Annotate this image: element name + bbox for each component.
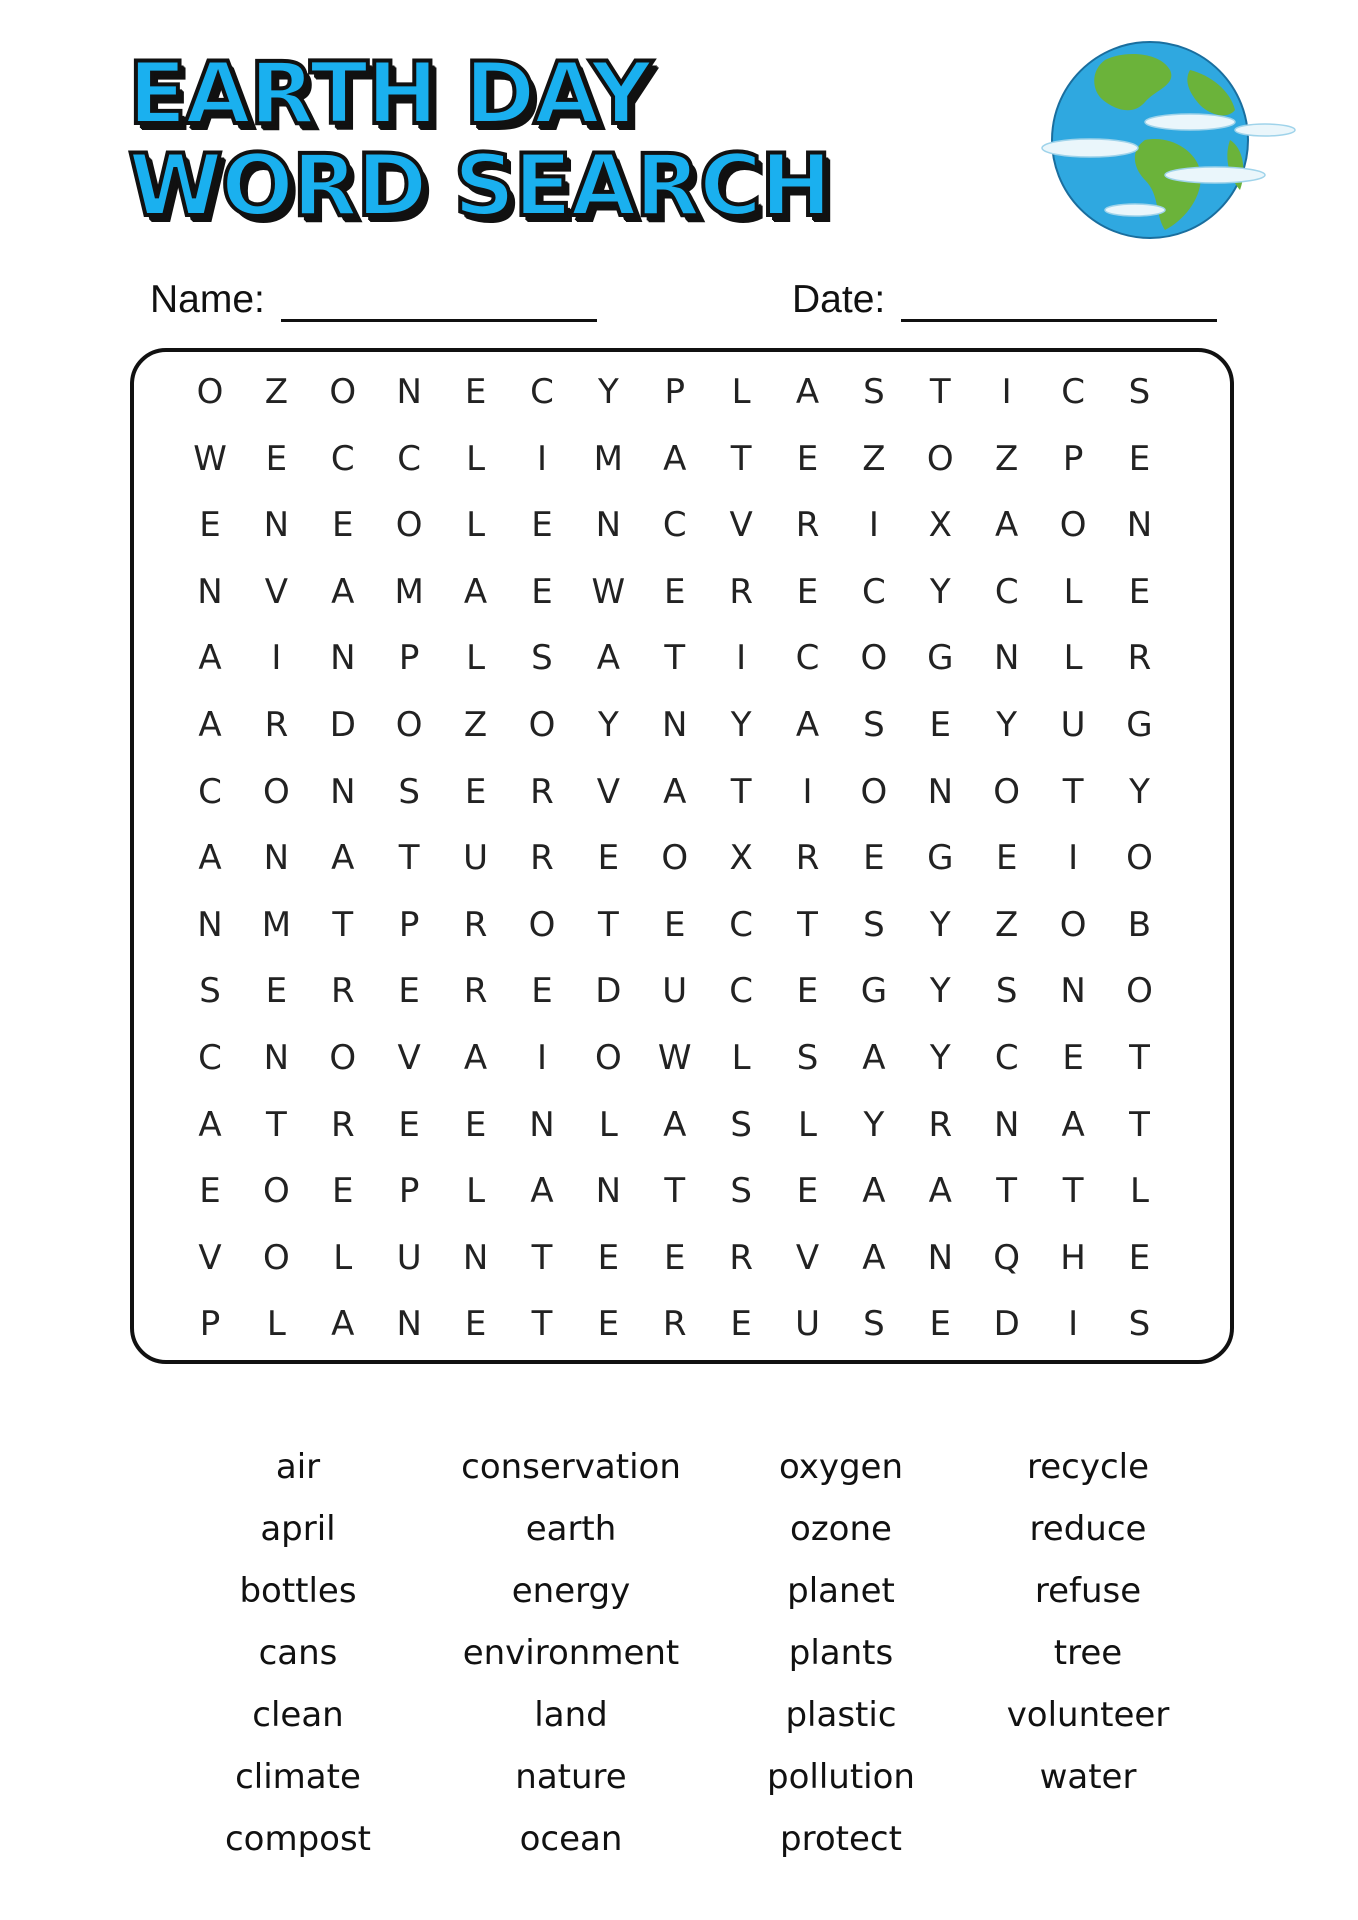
grid-letter[interactable]: L	[731, 372, 751, 412]
grid-letter[interactable]: V	[397, 1037, 421, 1078]
grid-letter[interactable]: L	[466, 638, 486, 679]
word-list-item: plastic	[785, 1695, 897, 1735]
grid-letter[interactable]: E	[1128, 571, 1151, 612]
grid-letter[interactable]: Y	[996, 704, 1018, 745]
word-list-item: environment	[462, 1633, 680, 1673]
grid-letter[interactable]: E	[995, 838, 1018, 879]
grid-letter[interactable]: V	[198, 1237, 222, 1278]
grid-letter[interactable]: S	[730, 1171, 752, 1212]
grid-letter[interactable]: N	[197, 571, 223, 612]
grid-letter[interactable]: N	[330, 771, 356, 812]
grid-letter[interactable]: T	[730, 771, 752, 812]
grid-letter[interactable]: E	[464, 372, 487, 412]
grid-letter[interactable]: W	[657, 1037, 692, 1078]
grid-letter[interactable]: E	[796, 438, 819, 479]
grid-letter[interactable]: E	[863, 838, 885, 879]
grid-letter[interactable]: A	[331, 571, 355, 612]
grid-letter[interactable]: U	[463, 838, 488, 879]
grid-letter[interactable]: T	[996, 1171, 1018, 1212]
grid-letter[interactable]: D	[329, 704, 356, 745]
grid-letter[interactable]: R	[530, 838, 554, 879]
grid-letter[interactable]: E	[597, 1237, 620, 1278]
grid-letter[interactable]: A	[663, 771, 687, 812]
grid-letter[interactable]: N	[263, 838, 290, 879]
word-list-item: nature	[515, 1757, 627, 1797]
grid-letter[interactable]: G	[1126, 704, 1153, 745]
name-label: Name:	[150, 278, 265, 321]
grid-letter[interactable]: T	[1062, 1171, 1084, 1212]
grid-letter[interactable]: E	[597, 838, 620, 879]
letter-grid	[190, 370, 1186, 1369]
grid-letter[interactable]: O	[395, 505, 423, 546]
grid-letter[interactable]: A	[463, 1037, 488, 1078]
grid-letter[interactable]: T	[531, 1237, 553, 1278]
grid-letter[interactable]: C	[994, 1037, 1019, 1078]
grid-letter[interactable]: S	[863, 904, 885, 945]
grid-letter[interactable]: E	[332, 505, 354, 546]
date-field[interactable]	[792, 278, 1217, 322]
grid-letter[interactable]: T	[664, 1171, 686, 1212]
grid-letter[interactable]: A	[530, 1171, 554, 1212]
grid-letter[interactable]: E	[265, 971, 288, 1012]
grid-letter[interactable]: N	[993, 638, 1020, 679]
grid-letter[interactable]: E	[199, 1171, 221, 1212]
grid-letter[interactable]: Y	[730, 704, 752, 745]
grid-letter[interactable]: E	[730, 1304, 752, 1345]
grid-letter[interactable]: I	[1001, 372, 1012, 412]
grid-letter[interactable]: R	[729, 1237, 753, 1278]
grid-letter[interactable]: E	[398, 1104, 420, 1145]
grid-letter[interactable]: O	[395, 704, 423, 745]
word-column	[436, 1436, 706, 1870]
grid-letter[interactable]: N	[1060, 971, 1086, 1012]
grid-letter[interactable]: O	[594, 1037, 622, 1078]
grid-letter[interactable]: P	[398, 904, 420, 945]
grid-letter[interactable]: O	[329, 372, 357, 412]
grid-letter[interactable]: B	[1127, 904, 1152, 945]
grid-letter[interactable]: A	[596, 638, 620, 679]
grid-letter[interactable]: L	[266, 1304, 286, 1345]
grid-letter[interactable]: O	[263, 1171, 290, 1212]
word-list-item: volunteer	[1006, 1695, 1170, 1735]
grid-letter[interactable]: N	[927, 771, 954, 812]
grid-letter[interactable]: O	[263, 1237, 290, 1278]
grid-letter[interactable]: A	[198, 838, 222, 879]
grid-letter[interactable]: N	[396, 372, 422, 412]
grid-letter[interactable]: U	[795, 1304, 820, 1345]
grid-letter[interactable]: T	[398, 838, 420, 879]
grid-letter[interactable]: W	[193, 438, 227, 479]
grid-letter[interactable]: N	[396, 1304, 422, 1345]
grid-letter[interactable]: P	[1062, 438, 1084, 479]
grid-letter[interactable]: L	[466, 1171, 486, 1212]
grid-letter[interactable]: G	[927, 838, 954, 879]
grid-letter[interactable]: D	[993, 1304, 1020, 1345]
grid-letter[interactable]: E	[663, 904, 686, 945]
title-line-2: WORD SEARCH	[128, 136, 831, 236]
grid-letter[interactable]: R	[463, 971, 488, 1012]
word-list-item: recycle	[1026, 1447, 1150, 1487]
grid-letter[interactable]: L	[466, 505, 486, 546]
grid-letter[interactable]: A	[198, 704, 222, 745]
grid-letter[interactable]: O	[528, 904, 556, 945]
grid-letter[interactable]: T	[597, 904, 619, 945]
word-list-item: oxygen	[778, 1447, 904, 1487]
grid-letter[interactable]: Y	[597, 372, 619, 412]
grid-letter[interactable]: H	[1060, 1237, 1086, 1278]
grid-letter[interactable]: A	[862, 1237, 886, 1278]
grid-letter[interactable]: R	[795, 838, 820, 879]
grid-letter[interactable]: M	[593, 438, 624, 479]
grid-letter[interactable]: E	[929, 1304, 952, 1345]
grid-letter[interactable]: O	[1059, 904, 1087, 945]
grid-letter[interactable]: P	[398, 638, 420, 679]
grid-letter[interactable]: E	[929, 704, 952, 745]
grid-letter[interactable]: C	[397, 438, 422, 479]
word-list-item: earth	[525, 1509, 617, 1549]
grid-letter[interactable]: E	[796, 971, 819, 1012]
grid-letter[interactable]: S	[995, 971, 1018, 1012]
grid-letter[interactable]: Y	[929, 571, 951, 612]
grid-letter[interactable]: A	[198, 638, 222, 679]
grid-letter[interactable]: E	[531, 971, 553, 1012]
grid-letter[interactable]: N	[1126, 505, 1153, 546]
word-column	[706, 1436, 976, 1870]
grid-letter[interactable]: I	[1068, 838, 1079, 879]
grid-letter[interactable]: N	[462, 1237, 489, 1278]
grid-letter[interactable]: I	[736, 638, 747, 679]
grid-letter[interactable]: P	[664, 372, 685, 412]
grid-letter[interactable]: A	[795, 372, 820, 412]
grid-letter[interactable]: T	[664, 638, 686, 679]
page-title	[128, 44, 831, 236]
grid-letter[interactable]: U	[662, 971, 688, 1012]
name-blank-line[interactable]	[281, 285, 597, 322]
grid-letter[interactable]: S	[1128, 1304, 1151, 1345]
grid-letter[interactable]: E	[796, 571, 819, 612]
grid-letter[interactable]: A	[862, 1037, 886, 1078]
grid-letter[interactable]: N	[927, 1237, 954, 1278]
grid-letter[interactable]: C	[198, 1037, 222, 1078]
grid-letter[interactable]: R	[795, 505, 820, 546]
grid-letter[interactable]: L	[333, 1237, 353, 1278]
grid-letter[interactable]: G	[927, 638, 954, 679]
grid-letter[interactable]: T	[1062, 771, 1084, 812]
word-list	[160, 1436, 1200, 1870]
grid-letter[interactable]: S	[398, 771, 420, 812]
grid-letter[interactable]: Y	[863, 1104, 885, 1145]
word-list-item: tree	[1053, 1633, 1123, 1673]
grid-letter[interactable]: V	[264, 571, 289, 612]
grid-letter[interactable]: I	[1068, 1304, 1079, 1345]
grid-letter[interactable]: S	[531, 638, 553, 679]
grid-letter[interactable]: N	[330, 638, 356, 679]
grid-letter[interactable]: O	[860, 638, 888, 679]
grid-letter[interactable]: L	[798, 1104, 817, 1145]
grid-letter[interactable]: A	[862, 1171, 886, 1212]
grid-letter[interactable]: A	[198, 1104, 222, 1145]
grid-letter[interactable]: L	[731, 1037, 751, 1078]
grid-letter[interactable]: R	[330, 971, 355, 1012]
grid-letter[interactable]: C	[530, 372, 554, 412]
date-blank-line[interactable]	[901, 285, 1217, 322]
grid-letter[interactable]: R	[264, 704, 289, 745]
grid-letter[interactable]: S	[199, 971, 221, 1012]
grid-letter[interactable]: T	[1129, 1104, 1150, 1145]
grid-letter[interactable]: Z	[862, 438, 886, 479]
word-list-item: energy	[511, 1571, 631, 1611]
word-list-item: land	[534, 1695, 608, 1735]
grid-letter[interactable]: A	[795, 704, 820, 745]
title-line-1: EARTH DAY	[128, 44, 651, 144]
grid-letter[interactable]: E	[1128, 438, 1151, 479]
word-list-item: plants	[788, 1633, 894, 1673]
word-list-item: cans	[258, 1633, 338, 1673]
grid-letter[interactable]: O	[329, 1037, 357, 1078]
grid-letter[interactable]: T	[531, 1304, 553, 1345]
grid-letter[interactable]: Z	[264, 372, 289, 412]
grid-letter[interactable]: X	[928, 505, 952, 546]
grid-letter[interactable]: Q	[993, 1237, 1021, 1278]
word-list-item: climate	[235, 1757, 361, 1797]
grid-letter[interactable]: E	[663, 1237, 686, 1278]
grid-letter[interactable]: A	[331, 838, 355, 879]
grid-letter[interactable]: N	[662, 704, 688, 745]
grid-letter[interactable]: O	[196, 372, 224, 412]
grid-letter[interactable]: L	[1063, 638, 1083, 679]
grid-letter[interactable]: A	[995, 505, 1019, 546]
grid-letter[interactable]: I	[271, 638, 282, 679]
grid-letter[interactable]: M	[394, 571, 424, 612]
grid-letter[interactable]: N	[197, 904, 223, 945]
grid-letter[interactable]: C	[330, 438, 355, 479]
grid-letter[interactable]: O	[1126, 838, 1153, 879]
grid-letter[interactable]: C	[994, 571, 1019, 612]
grid-letter[interactable]: T	[332, 904, 354, 945]
word-list-item: ocean	[519, 1819, 623, 1859]
word-list-item: water	[1039, 1757, 1137, 1797]
grid-letter[interactable]: A	[663, 438, 687, 479]
grid-letter[interactable]: N	[993, 1104, 1020, 1145]
word-list-item: compost	[224, 1819, 372, 1859]
grid-letter[interactable]: C	[198, 771, 222, 812]
grid-letter[interactable]: R	[662, 1304, 687, 1345]
grid-letter[interactable]: Z	[995, 904, 1019, 945]
grid-letter[interactable]: S	[863, 1304, 885, 1345]
grid-letter[interactable]: D	[595, 971, 622, 1012]
grid-letter[interactable]: S	[796, 1037, 819, 1078]
grid-letter[interactable]: C	[862, 571, 886, 612]
grid-letter[interactable]: R	[463, 904, 488, 945]
grid-letter[interactable]: T	[730, 438, 752, 479]
grid-letter[interactable]: Y	[929, 971, 951, 1012]
grid-letter[interactable]: E	[464, 1104, 487, 1145]
grid-letter[interactable]: A	[1061, 1104, 1085, 1145]
grid-letter[interactable]: N	[595, 1171, 622, 1212]
word-list-item: april	[260, 1509, 336, 1549]
grid-letter[interactable]: T	[929, 372, 951, 412]
grid-letter[interactable]: L	[1129, 1171, 1149, 1212]
grid-letter[interactable]: E	[1128, 1237, 1151, 1278]
word-column	[160, 1436, 436, 1870]
grid-letter[interactable]: R	[330, 1104, 355, 1145]
word-list-item: ozone	[790, 1509, 892, 1549]
grid-letter[interactable]: S	[863, 372, 885, 412]
date-label: Date:	[792, 278, 886, 321]
grid-letter[interactable]: N	[263, 505, 290, 546]
grid-letter[interactable]: N	[263, 1037, 290, 1078]
grid-letter[interactable]: U	[396, 1237, 422, 1278]
grid-letter[interactable]: E	[464, 1304, 487, 1345]
grid-letter[interactable]: R	[1127, 638, 1152, 679]
grid-letter[interactable]: C	[729, 971, 753, 1012]
grid-letter[interactable]: C	[795, 638, 820, 679]
grid-letter[interactable]: E	[332, 1171, 354, 1212]
grid-letter[interactable]: S	[730, 1104, 752, 1145]
grid-letter[interactable]: E	[663, 571, 686, 612]
word-list-item: air	[275, 1447, 321, 1487]
grid-letter[interactable]: V	[596, 771, 620, 812]
grid-letter[interactable]: C	[1061, 372, 1085, 412]
grid-letter[interactable]: T	[266, 1104, 287, 1145]
grid-letter[interactable]: A	[928, 1171, 952, 1212]
grid-letter[interactable]: E	[199, 505, 221, 546]
grid-letter[interactable]: E	[464, 771, 487, 812]
grid-letter[interactable]: E	[265, 438, 288, 479]
word-list-item: pollution	[767, 1757, 915, 1797]
grid-letter[interactable]: O	[926, 438, 954, 479]
grid-letter[interactable]: O	[1126, 971, 1153, 1012]
grid-letter[interactable]: E	[531, 505, 553, 546]
grid-letter[interactable]: U	[1060, 704, 1086, 745]
grid-letter[interactable]: P	[398, 1171, 420, 1212]
grid-letter[interactable]: I	[868, 505, 879, 546]
grid-letter[interactable]: O	[860, 771, 888, 812]
grid-letter[interactable]: O	[993, 771, 1021, 812]
grid-letter[interactable]: A	[663, 1104, 687, 1145]
grid-letter[interactable]: L	[598, 1104, 618, 1145]
grid-letter[interactable]: Y	[929, 904, 951, 945]
word-list-item: reduce	[1029, 1509, 1147, 1549]
grid-letter[interactable]: N	[529, 1104, 555, 1145]
grid-letter[interactable]: O	[661, 838, 689, 879]
grid-letter[interactable]: E	[597, 1304, 620, 1345]
grid-letter[interactable]: T	[797, 904, 818, 945]
grid-letter[interactable]: C	[729, 904, 753, 945]
grid-letter[interactable]: M	[261, 904, 292, 945]
name-field[interactable]	[150, 278, 597, 322]
grid-letter[interactable]: Y	[597, 704, 619, 745]
grid-letter[interactable]: I	[802, 771, 813, 812]
grid-letter[interactable]: C	[662, 505, 687, 546]
grid-letter[interactable]: E	[796, 1171, 819, 1212]
grid-letter[interactable]: V	[795, 1237, 820, 1278]
word-list-item: clean	[252, 1695, 344, 1735]
grid-letter[interactable]: G	[860, 971, 888, 1012]
word-list-item: planet	[787, 1571, 895, 1611]
grid-letter[interactable]: A	[331, 1304, 355, 1345]
grid-letter[interactable]: I	[536, 1037, 547, 1078]
grid-letter[interactable]: E	[398, 971, 420, 1012]
grid-letter[interactable]: O	[263, 771, 290, 812]
grid-letter[interactable]: E	[531, 571, 553, 612]
grid-letter[interactable]: L	[1063, 571, 1083, 612]
grid-letter[interactable]: L	[466, 438, 486, 479]
grid-letter[interactable]: A	[463, 571, 488, 612]
grid-letter[interactable]: W	[591, 571, 626, 612]
grid-letter[interactable]: P	[199, 1304, 221, 1345]
grid-letter[interactable]: E	[1062, 1037, 1084, 1078]
grid-letter[interactable]: Y	[929, 1037, 951, 1078]
grid-letter[interactable]: O	[528, 704, 556, 745]
grid-letter[interactable]: R	[530, 771, 554, 812]
grid-letter[interactable]: T	[1129, 1037, 1150, 1078]
grid-letter[interactable]: I	[536, 438, 547, 479]
grid-letter[interactable]: R	[729, 571, 753, 612]
grid-letter[interactable]: N	[595, 505, 622, 546]
earth-globe-icon	[995, 30, 1305, 250]
grid-letter[interactable]: X	[729, 838, 753, 879]
grid-letter[interactable]: Z	[995, 438, 1019, 479]
grid-letter[interactable]: Y	[1129, 771, 1150, 812]
grid-letter[interactable]: R	[928, 1104, 953, 1145]
grid-letter[interactable]: Z	[463, 704, 488, 745]
word-list-item: bottles	[239, 1571, 357, 1611]
grid-letter[interactable]: S	[863, 704, 885, 745]
word-column	[976, 1436, 1200, 1870]
grid-letter[interactable]: O	[1059, 505, 1087, 546]
grid-letter[interactable]: S	[1128, 372, 1151, 412]
grid-letter[interactable]: V	[729, 505, 753, 546]
word-list-item: refuse	[1034, 1571, 1142, 1611]
word-list-item: protect	[780, 1819, 902, 1859]
word-list-item: conservation	[461, 1447, 681, 1487]
